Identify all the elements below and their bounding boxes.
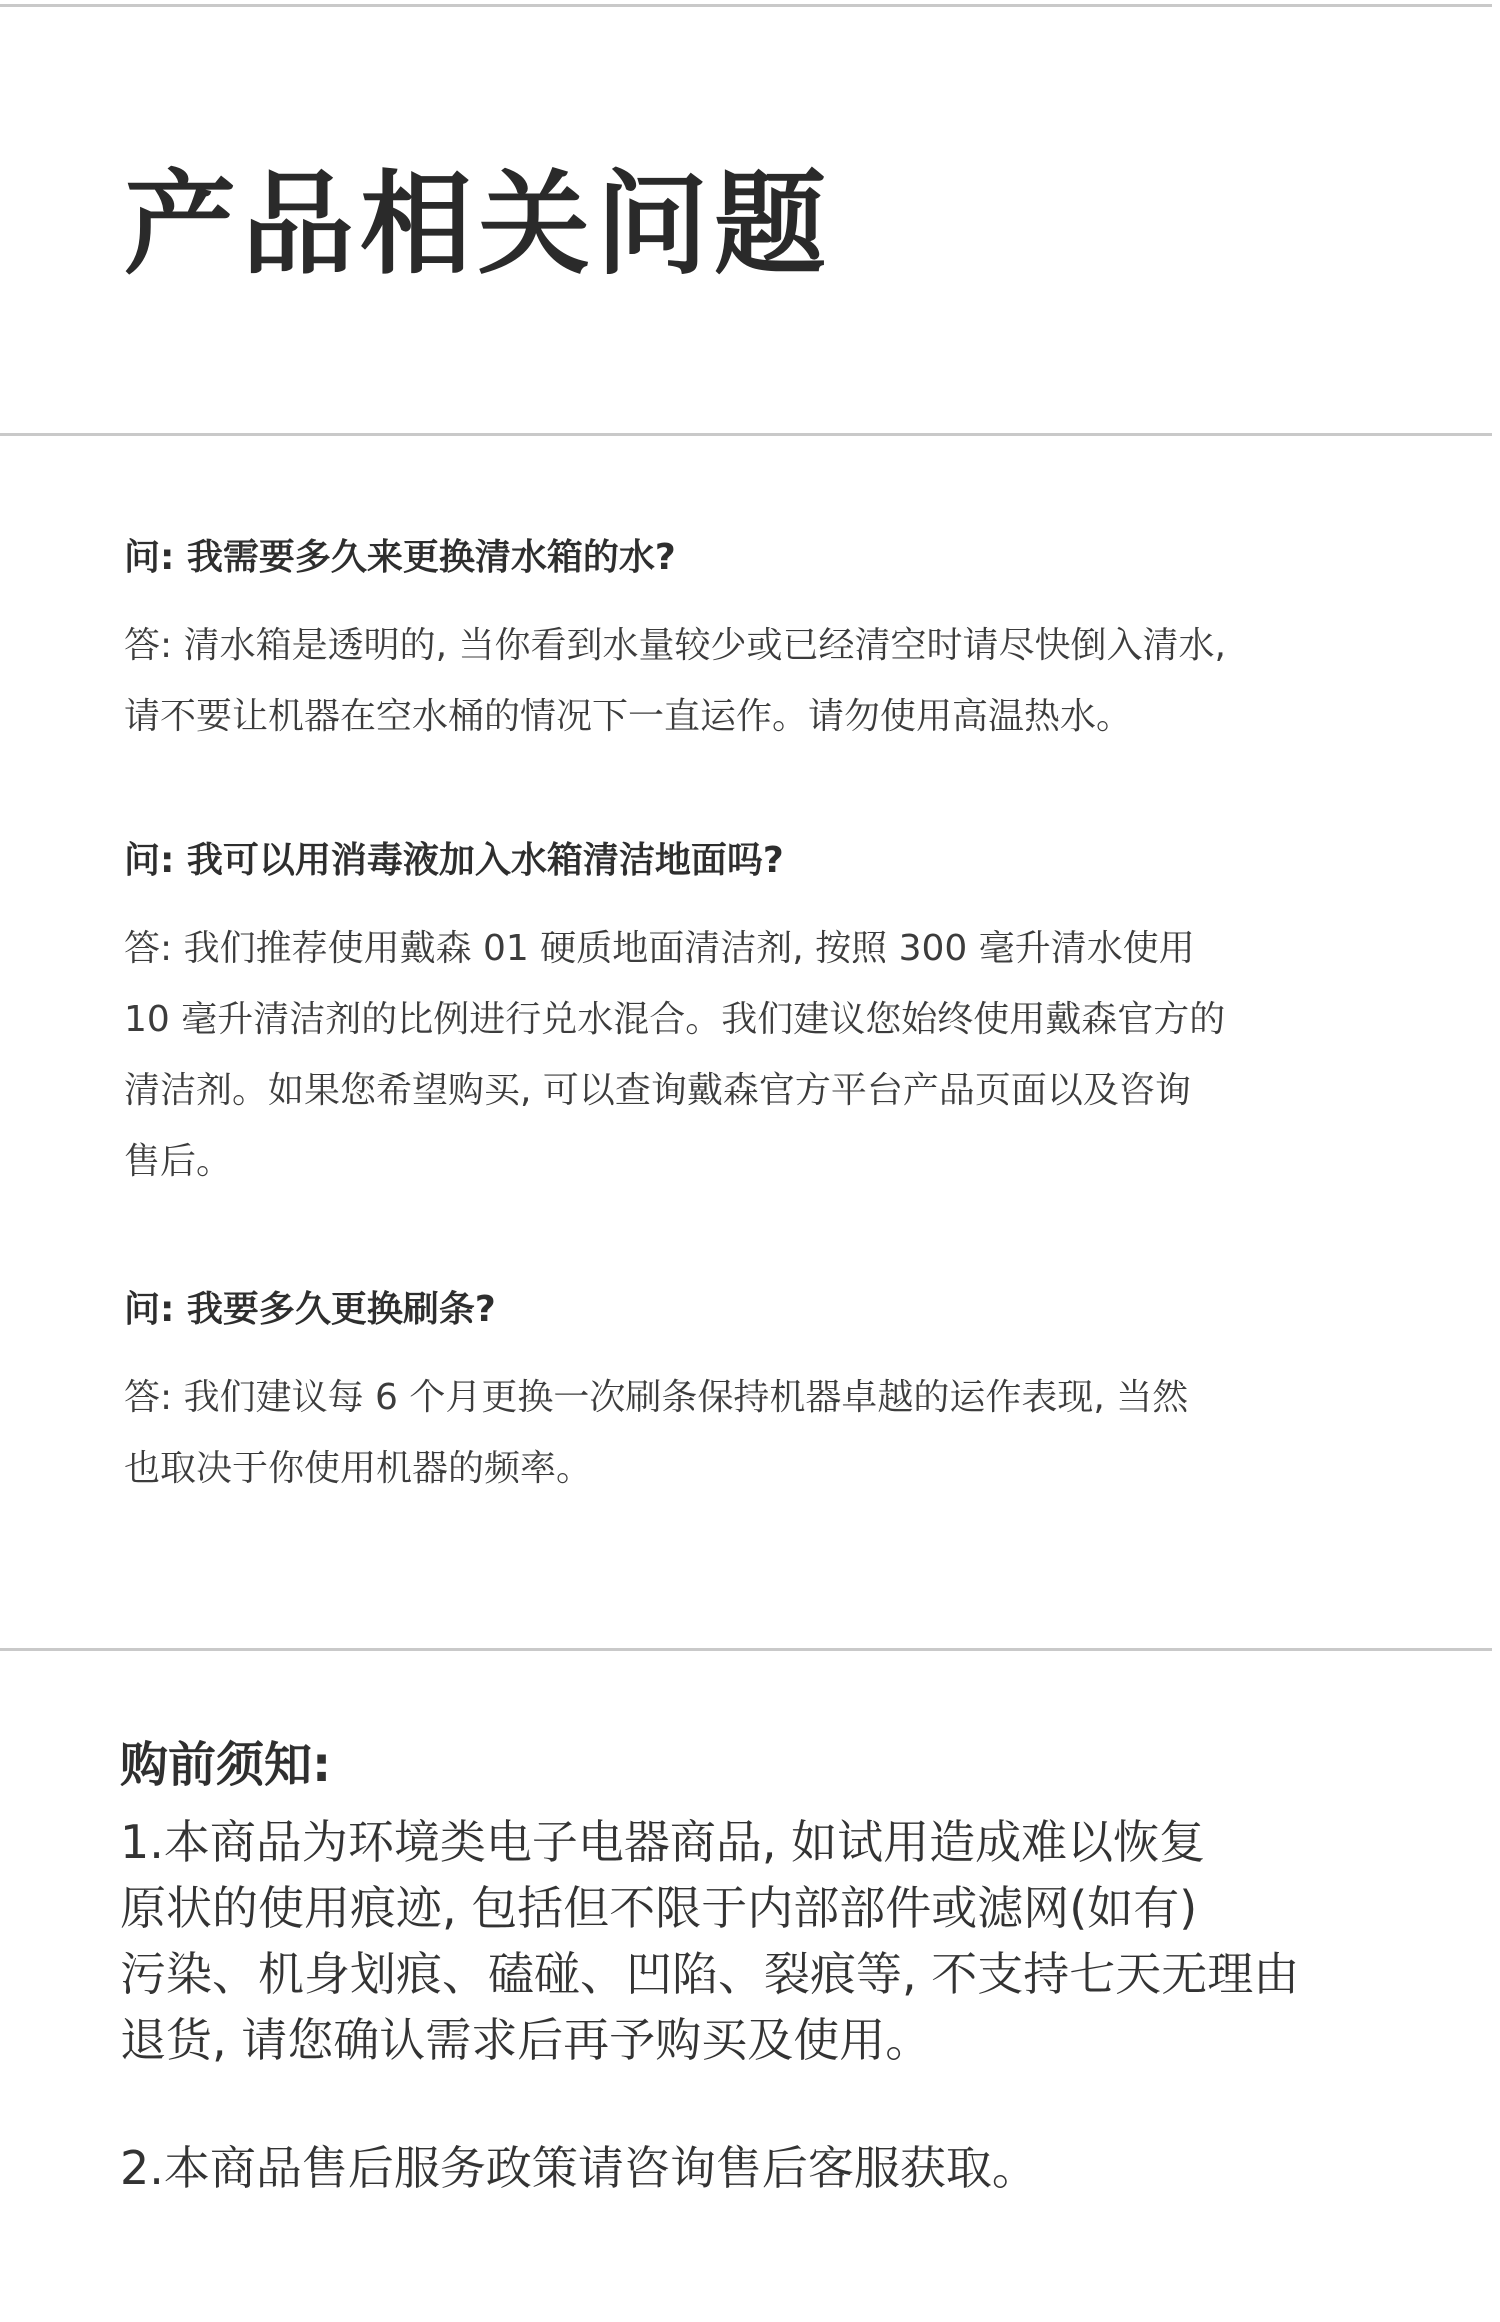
faq-answer-line: 答: 清水箱是透明的, 当你看到水量较少或已经清空时请尽快倒入清水,	[124, 625, 1226, 666]
faq-answer-line: 也取决于你使用机器的频率。	[124, 1448, 593, 1489]
faq-answer-line: 答: 我们建议每 6 个月更换一次刷条保持机器卓越的运作表现, 当然	[124, 1377, 1189, 1418]
faq-answer-line: 请不要让机器在空水桶的情况下一直运作。请勿使用高温热水。	[124, 696, 1133, 737]
section-divider	[0, 433, 1492, 436]
faq-question: 问: 我需要多久来更换清水箱的水?	[124, 537, 676, 578]
notice-line: 1.本商品为环境类电子电器商品, 如试用造成难以恢复	[120, 1815, 1206, 1869]
notice-line: 污染、机身划痕、磕碰、凹陷、裂痕等, 不支持七天无理由	[120, 1947, 1300, 2001]
faq-item	[124, 831, 1225, 1197]
faq-answer-line: 售后。	[124, 1141, 233, 1182]
faq-answer	[124, 913, 1225, 1197]
notice-item	[120, 2135, 1038, 2201]
notice-title: 购前须知:	[120, 1737, 332, 1793]
page-title: 产品相关问题	[124, 160, 832, 290]
faq-answer-line: 答: 我们推荐使用戴森 01 硬质地面清洁剂, 按照 300 毫升清水使用	[124, 928, 1195, 969]
purchase-notice	[120, 1735, 1420, 2195]
top-divider	[0, 4, 1492, 7]
notice-line: 退货, 请您确认需求后再予购买及使用。	[120, 2013, 932, 2067]
faq-item	[124, 1280, 1188, 1504]
faq-question: 问: 我可以用消毒液加入水箱清洁地面吗?	[124, 840, 784, 881]
notice-item	[120, 1809, 1420, 2073]
notice-line: 原状的使用痕迹, 包括但不限于内部部件或滤网(如有)	[120, 1881, 1198, 1935]
faq-answer-line: 清洁剂。如果您希望购买, 可以查询戴森官方平台产品页面以及咨询	[124, 1070, 1191, 1111]
faq-item	[124, 528, 1226, 752]
faq-answer-line: 10 毫升清洁剂的比例进行兑水混合。我们建议您始终使用戴森官方的	[124, 999, 1226, 1040]
faq-answer	[124, 1362, 1188, 1504]
faq-question: 问: 我要多久更换刷条?	[124, 1289, 496, 1330]
faq-answer	[124, 610, 1226, 752]
notice-line: 2.本商品售后服务政策请咨询售后客服获取。	[120, 2141, 1038, 2195]
section-divider	[0, 1648, 1492, 1651]
